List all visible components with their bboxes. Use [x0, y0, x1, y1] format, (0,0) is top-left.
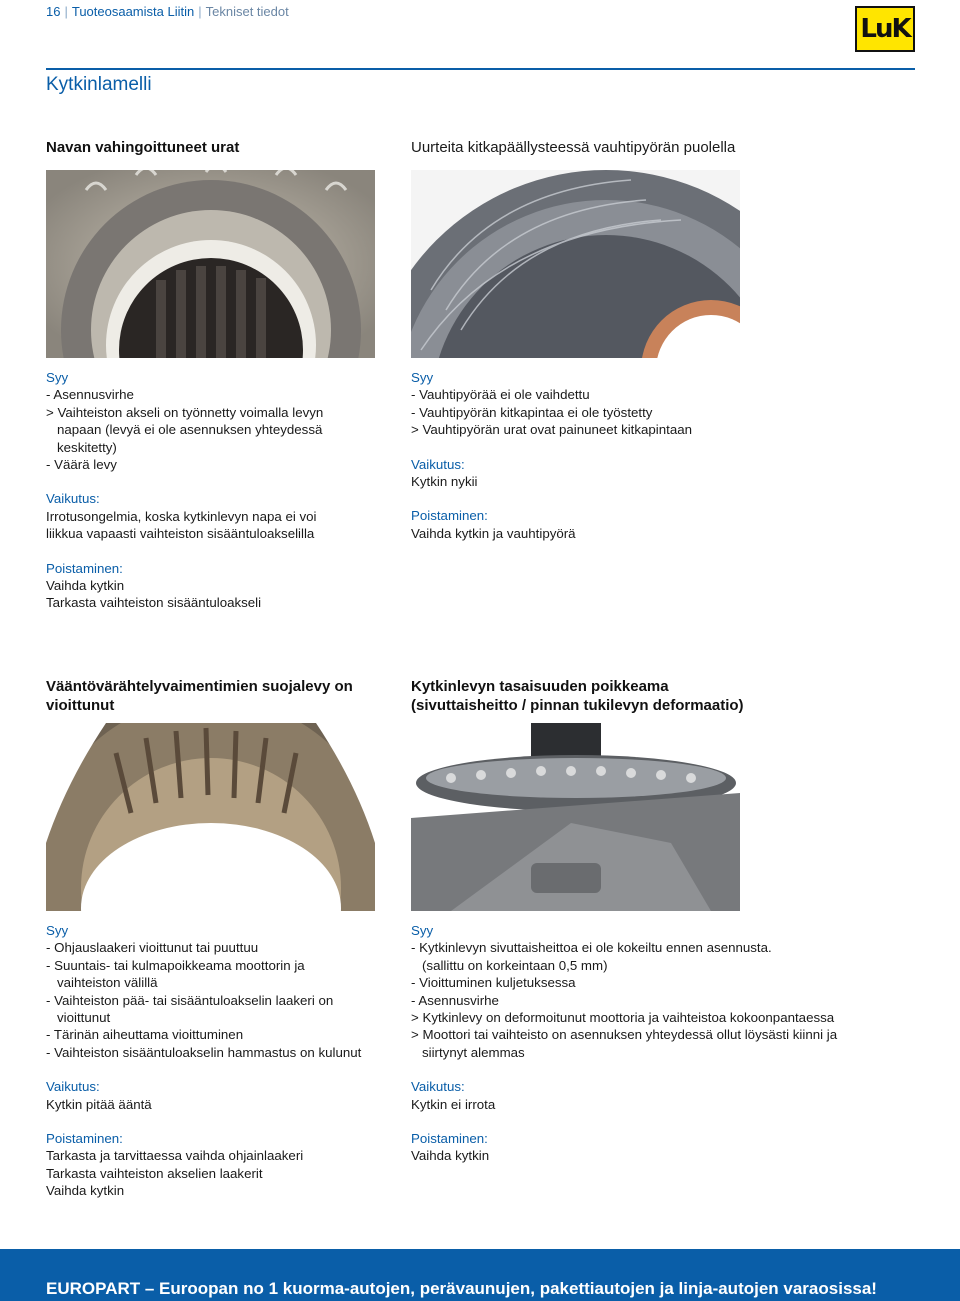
photo-grooved-friction-lining [411, 170, 740, 358]
poistaminen-label: Poistaminen: [411, 1131, 488, 1147]
damper-cover-image [46, 723, 375, 911]
block-1-details [46, 369, 396, 612]
syy-label: Syy [46, 923, 69, 938]
poistaminen-label: Poistaminen: [46, 1131, 123, 1147]
footer-text: EUROPART – Euroopan no 1 kuorma-autojen, perävaunujen, pakettiautojen ja linja-autojen varaosissa! [46, 1279, 877, 1298]
photo-damaged-hub-splines [46, 170, 375, 358]
vaikutus-label: Vaikutus: [411, 456, 465, 472]
photo-clutch-runout-test [411, 723, 740, 911]
syy-line: > Vauhtipyörän urat ovat painuneet kitkapintaan [411, 422, 693, 438]
poistaminen-label: Poistaminen: [46, 560, 123, 576]
vaikutus-label: Vaikutus: [46, 491, 100, 507]
page-title: Kytkinlamelli [46, 74, 152, 95]
block-4-details [411, 922, 911, 1165]
runout-test-image [411, 723, 740, 911]
syy-line: napaan (levyä ei ole asennuksen yhteydessä [57, 422, 323, 438]
header-separator: | [64, 4, 68, 19]
poistaminen-line: Tarkasta vaihteiston akselien laakerit [46, 1165, 263, 1181]
vaikutus-line: liikkua vapaasti vaihteiston sisääntuloakselilla [46, 526, 315, 542]
photo-damaged-damper-cover [46, 723, 375, 911]
syy-line: vioittunut [57, 1010, 111, 1026]
vaikutus-line: Kytkin pitää ääntä [46, 1096, 152, 1112]
heading-line: Kytkinlevyn tasaisuuden poikkeama [411, 678, 669, 695]
block-2-heading [411, 138, 735, 157]
heading-line: Vääntövärähtelyvaimentimien suojalevy on [46, 678, 353, 695]
header-separator: | [198, 4, 202, 19]
syy-label: Syy [46, 370, 69, 385]
vaikutus-line: Irrotusongelmia, koska kytkinlevyn napa ei voi [46, 508, 317, 524]
vaikutus-line: Kytkin nykii [411, 474, 478, 490]
syy-line: - Kytkinlevyn sivuttaisheittoa ei ole kokeiltu ennen asennusta. [411, 940, 772, 956]
poistaminen-line: Vaihda kytkin [411, 1148, 490, 1164]
vaikutus-label: Vaikutus: [411, 1079, 465, 1095]
hub-splines-image [46, 170, 375, 358]
header-rule [46, 68, 915, 70]
syy-line: - Ohjauslaakeri vioittunut tai puuttuu [46, 940, 259, 956]
poistaminen-line: Tarkasta vaihteiston sisääntuloakseli [46, 595, 262, 611]
friction-lining-image [411, 170, 740, 358]
syy-line: - Vioittuminen kuljetuksessa [411, 975, 576, 991]
heading-line: vioittunut [46, 697, 115, 714]
syy-line: siirtynyt alemmas [422, 1044, 525, 1060]
vaikutus-label: Vaikutus: [46, 1079, 100, 1095]
syy-line: - Tärinän aiheuttama vioittuminen [46, 1027, 244, 1043]
syy-line: > Moottori tai vaihteisto on asennuksen yhteydessä ollut löysästi kiinni ja [411, 1027, 838, 1043]
syy-line: - Vaihteiston sisääntuloakselin hammastus on kulunut [46, 1044, 362, 1060]
block-1-heading: Navan vahingoittuneet urat [46, 139, 240, 156]
syy-line: > Vaihteiston akseli on työnnetty voimalla levyn [46, 404, 324, 420]
block-2-heading-text: Uurteita kitkapäällysteessä vauhtipyörän puolella [411, 139, 736, 156]
poistaminen-line: Vaihda kytkin [46, 1183, 125, 1199]
syy-line: keskitetty) [57, 439, 117, 455]
block-2-details [411, 369, 911, 542]
page-number: 16 [46, 4, 61, 19]
block-3-details [46, 922, 401, 1200]
poistaminen-line: Vaihda kytkin [46, 578, 125, 594]
poistaminen-line: Vaihda kytkin ja vauhtipyörä [411, 525, 576, 541]
syy-line: - Suuntais- tai kulmapoikkeama moottorin ja [46, 957, 305, 973]
syy-line: (sallittu on korkeintaan 0,5 mm) [422, 957, 608, 973]
block-3-heading [46, 677, 353, 715]
block-4-heading [411, 677, 744, 715]
header-subsection: Tekniset tiedot [205, 4, 289, 19]
page-header [46, 4, 289, 19]
poistaminen-line: Tarkasta ja tarvittaessa vaihda ohjainlaakeri [46, 1148, 304, 1164]
syy-line: - Vaihteiston pää- tai sisääntuloakselin laakeri on [46, 992, 334, 1008]
heading-line: (sivuttaisheitto / pinnan tukilevyn deformaatio) [411, 697, 744, 714]
syy-line: - Asennusvirhe [411, 992, 499, 1008]
syy-line: - Väärä levy [46, 457, 117, 473]
footer-banner [0, 1249, 960, 1301]
poistaminen-label: Poistaminen: [411, 508, 488, 524]
logo-text: LuK [860, 14, 910, 44]
syy-line: - Asennusvirhe [46, 387, 134, 403]
syy-line: vaihteiston välillä [57, 975, 158, 991]
syy-line: > Kytkinlevy on deformoitunut moottoria ja vaihteistoa kokoonpantaessa [411, 1010, 835, 1026]
header-section: Tuoteosaamista Liitin [71, 4, 195, 19]
syy-line: - Vauhtipyörän kitkapintaa ei ole työstetty [411, 404, 653, 420]
syy-label: Syy [411, 923, 434, 938]
luk-logo [855, 6, 915, 52]
syy-line: - Vauhtipyörää ei ole vaihdettu [411, 387, 590, 403]
syy-label: Syy [411, 370, 434, 385]
vaikutus-line: Kytkin ei irrota [411, 1096, 496, 1112]
